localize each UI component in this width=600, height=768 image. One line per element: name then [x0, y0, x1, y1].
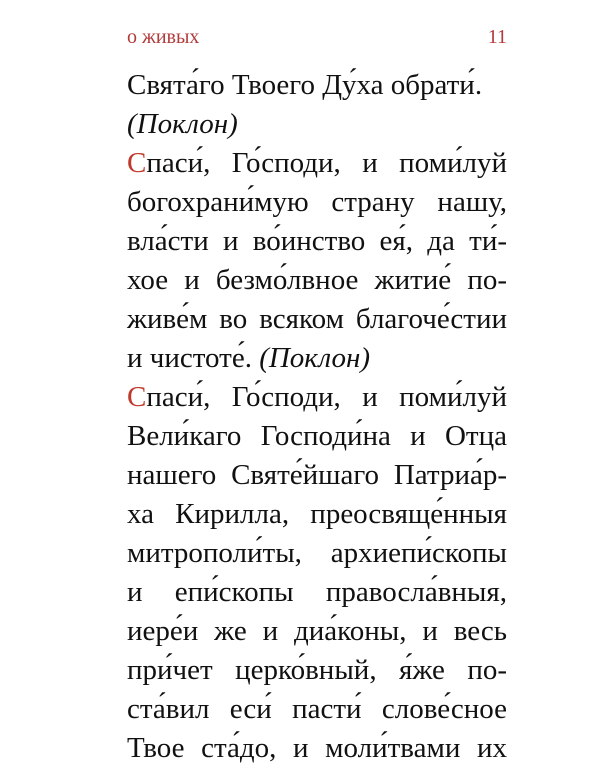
header-title: о живых: [127, 26, 200, 48]
text-line: Спаси́, Го́споди, и поми́луй: [127, 381, 507, 413]
text-line: (Поклон): [127, 108, 238, 140]
text-line: хое и безмо́лвное житие́ по-: [127, 264, 507, 296]
text-line: и епи́скопы правосла́вныя,: [127, 576, 507, 608]
text-line: живе́м во всяком благоче́стии: [127, 303, 507, 335]
text-line: ста́вил еси́ пасти́ слове́сное: [127, 693, 507, 725]
text-line: при́чет церко́вный, я́же по-: [127, 654, 507, 686]
page-number: 11: [487, 26, 507, 48]
text-line: Свята́го Твоего Ду́ха обрати́.: [127, 69, 483, 101]
text-line: иере́и же и диа́коны, и весь: [127, 615, 507, 647]
text-line: и чистоте́. (Поклон): [127, 342, 370, 374]
prayer-text: [127, 66, 507, 768]
text-line: нашего Святе́йшаго Патриа́р-: [127, 459, 507, 491]
running-header: [127, 26, 507, 54]
text-line: митрополи́ты, архиепи́скопы: [127, 537, 507, 569]
text-line: ха Кирилла, преосвяще́нныя: [127, 498, 507, 530]
text-line: Твое ста́до, и моли́твами их: [127, 732, 507, 764]
text-line: вла́сти и во́инство ея́, да ти́-: [127, 225, 507, 257]
red-initial: С: [127, 381, 147, 413]
text-line: богохрани́мую страну нашу,: [127, 186, 507, 218]
text-line: Вели́каго Господи́на и Отца: [127, 420, 507, 452]
text-line: Спаси́, Го́споди, и поми́луй: [127, 147, 507, 179]
bow-rubric: (Поклон): [259, 342, 370, 374]
red-initial: С: [127, 147, 147, 179]
